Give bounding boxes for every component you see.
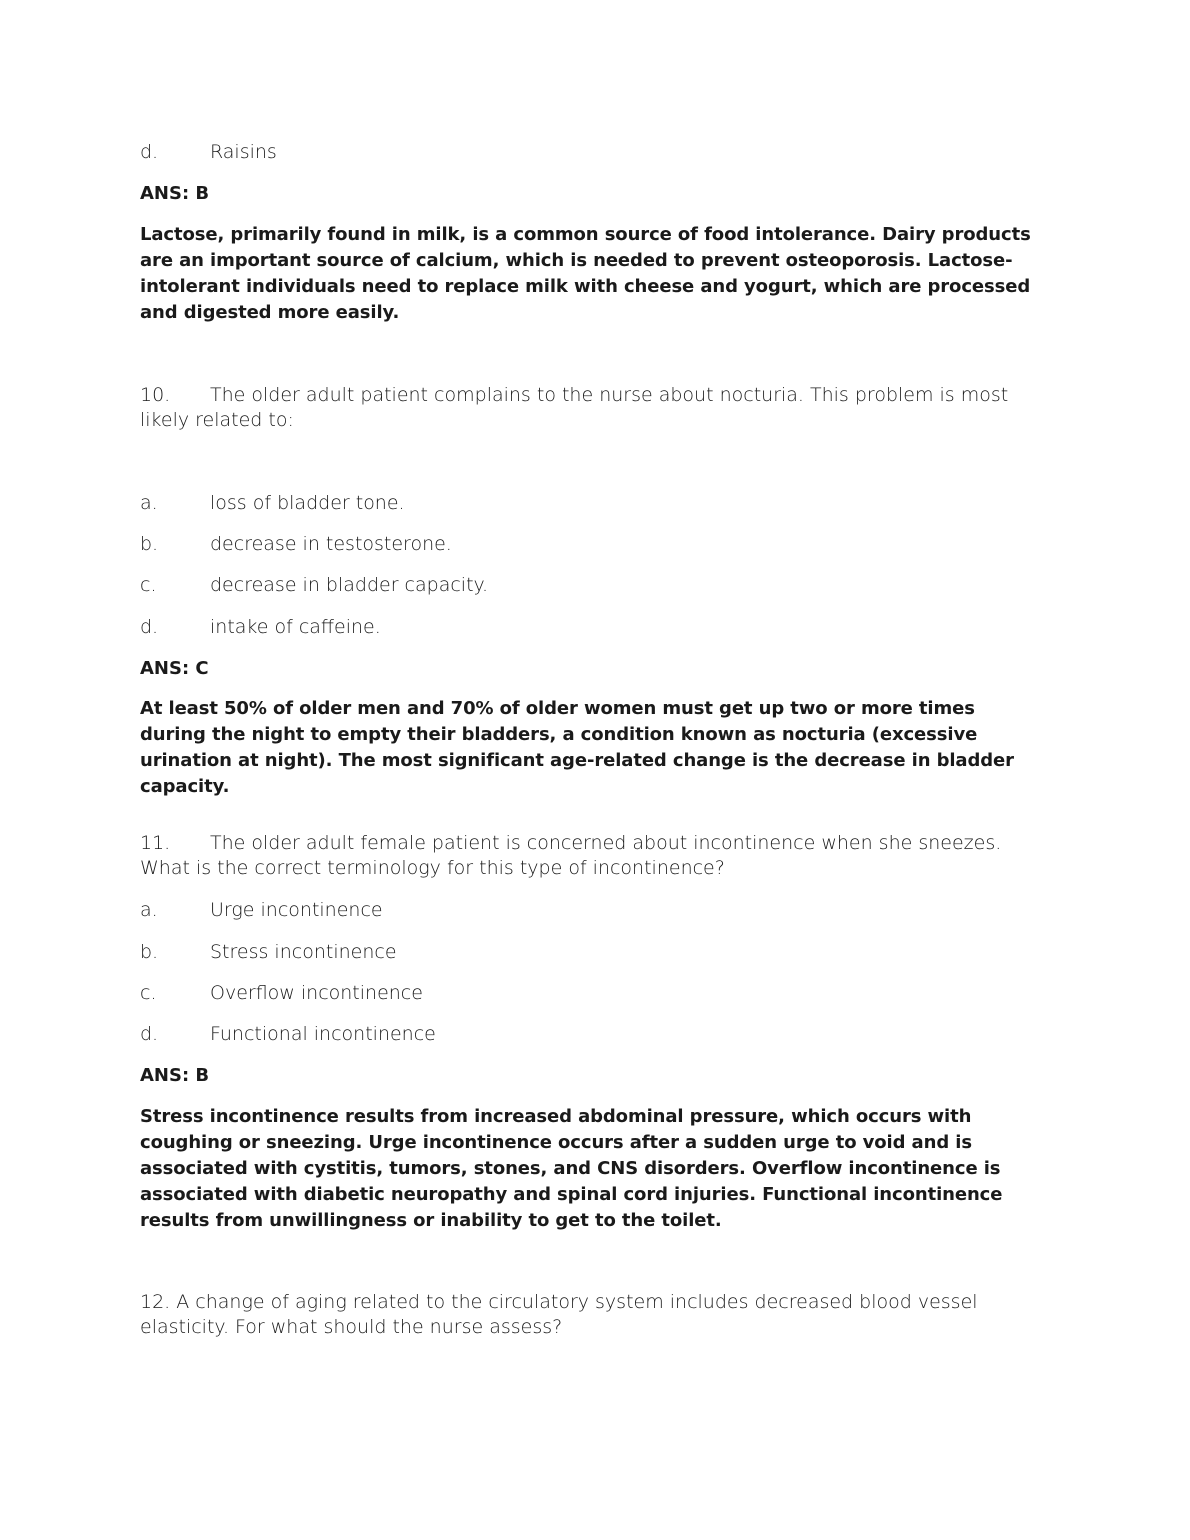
option-text: loss of bladder tone. [210, 492, 405, 514]
q11-option-a [140, 897, 1040, 923]
q11-option-d [140, 1021, 1040, 1047]
prev-option-d [140, 139, 1040, 165]
option-text: decrease in bladder capacity. [210, 574, 489, 596]
q11-option-c [140, 980, 1040, 1006]
q10-answer: ANS: C [140, 658, 209, 679]
q11-rationale: Stress incontinence results from increased abdominal pressure, which occurs with coughing or sneezing. Urge incontinence occurs after a sudden urge to void and is associated with cystitis, tumors, stones, and CNS disorders. Overflow incontinence is associated with diabetic neuropathy and spinal cord injuries. Functional incontinence results from unwillingness or inability to get to the toilet. [140, 1106, 1003, 1231]
q10-option-a [140, 490, 1040, 516]
option-text: Overflow incontinence [210, 982, 423, 1004]
option-letter: a. [140, 899, 158, 921]
question-number: 11. [140, 832, 171, 854]
question-12: 12. A change of aging related to the circulatory system includes decreased blood vessel elasticity. For what should the nurse assess? [140, 1291, 978, 1338]
prev-rationale: Lactose, primarily found in milk, is a common source of food intolerance. Dairy products are an important source of calcium, which is needed to prevent osteoporosis. Lactose-intolerant individuals need to replace milk with cheese and yogurt, which are processed and digested more easily. [140, 224, 1031, 323]
option-letter: b. [140, 941, 159, 963]
option-letter: d. [140, 616, 159, 638]
q10-option-d [140, 614, 1040, 640]
option-letter: b. [140, 533, 159, 555]
question-number: 10. [140, 384, 171, 406]
q10-rationale: At least 50% of older men and 70% of older women must get up two or more times during the night to empty their bladders, a condition known as nocturia (excessive urination at night). The most significant age-related change is the decrease in bladder capacity. [140, 698, 1014, 797]
question-10 [140, 383, 1040, 433]
q11-option-b [140, 939, 1040, 965]
prev-answer: ANS: B [140, 183, 210, 204]
option-letter: c. [140, 982, 157, 1004]
q11-answer: ANS: B [140, 1065, 210, 1086]
option-letter: a. [140, 492, 158, 514]
option-text: Functional incontinence [210, 1023, 436, 1045]
question-text: The older adult female patient is concerned about incontinence when she sneezes. What is the correct terminology for this type of incontinence? [140, 832, 1002, 879]
option-text: Urge incontinence [210, 899, 383, 921]
option-text: Raisins [210, 141, 277, 163]
option-text: intake of caffeine. [210, 616, 381, 638]
option-letter: d. [140, 141, 159, 163]
option-text: Stress incontinence [210, 941, 397, 963]
option-text: decrease in testosterone. [210, 533, 452, 555]
q10-option-c [140, 572, 1040, 598]
question-text: The older adult patient complains to the nurse about nocturia. This problem is most likely related to: [140, 384, 1009, 431]
option-letter: c. [140, 574, 157, 596]
question-11 [140, 831, 1040, 881]
q10-option-b [140, 531, 1040, 557]
option-letter: d. [140, 1023, 159, 1045]
